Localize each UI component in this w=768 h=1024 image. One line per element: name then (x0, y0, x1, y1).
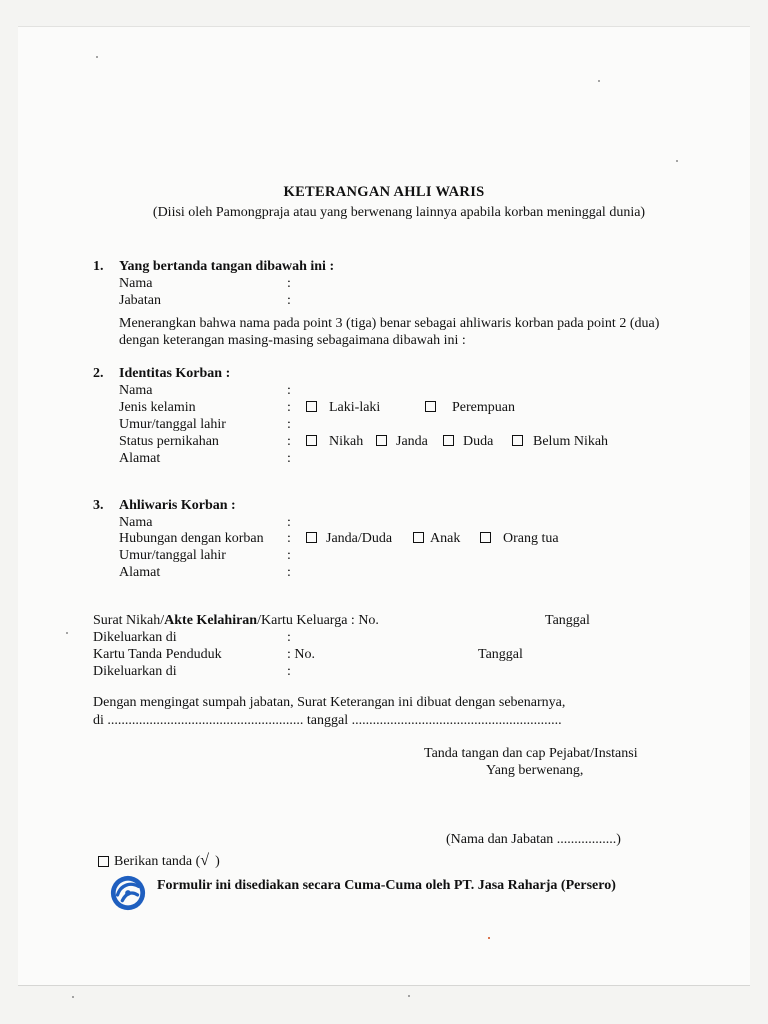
form-subtitle: (Diisi oleh Pamongpraja atau yang berwenang lainnya apabila korban meninggal dunia) (152, 205, 646, 220)
document-date-label: Tanggal (545, 613, 590, 628)
sheet-bottom-edge (18, 985, 750, 986)
section2-field-marital: Status pernikahan (119, 434, 219, 449)
field-colon: : (287, 400, 291, 415)
document-issued-label: Dikeluarkan di (93, 630, 177, 645)
scan-speck (72, 996, 74, 998)
field-colon: : (287, 531, 291, 546)
section2-heading: Identitas Korban : (119, 366, 231, 381)
jasa-raharja-logo-icon (109, 874, 147, 912)
ktp-label: Kartu Tanda Penduduk (93, 647, 222, 662)
checkbox-perempuan[interactable] (425, 401, 436, 412)
scan-speck (66, 632, 68, 634)
option-anak: Anak (430, 531, 461, 546)
field-colon: : (287, 293, 291, 308)
field-colon: : (287, 664, 291, 679)
section1-heading: Yang bertanda tangan dibawah ini : (119, 259, 335, 274)
footer-notice: Formulir ini disediakan secara Cuma-Cuma oleh PT. Jasa Raharja (Persero) (157, 878, 616, 893)
ktp-number-label: : No. (287, 647, 315, 662)
section2-field-birth: Umur/tanggal lahir (119, 417, 226, 432)
option-laki-laki: Laki-laki (329, 400, 381, 415)
section3-field-nama: Nama (119, 515, 153, 530)
scan-speck (408, 995, 410, 997)
field-colon: : (287, 548, 291, 563)
section3-number: 3. (93, 498, 104, 513)
section2-field-alamat: Alamat (119, 451, 161, 466)
signature-line1: Tanda tangan dan cap Pejabat/Instansi (424, 746, 638, 761)
section2-field-nama: Nama (119, 383, 153, 398)
section1-statement-line2: dengan keterangan masing-masing sebagaimana dibawah ini : (119, 333, 466, 348)
section1-number: 1. (93, 259, 104, 274)
scan-speck (96, 56, 98, 58)
document-line-bold: Akte Kelahiran (164, 613, 258, 628)
check-hint-text: Berikan tanda ( (114, 854, 201, 869)
section2-field-gender: Jenis kelamin (119, 400, 196, 415)
field-colon: : (287, 515, 291, 530)
field-colon: : (287, 276, 291, 291)
document-line (93, 613, 379, 629)
section1-field-jabatan: Jabatan (119, 293, 161, 308)
option-janda: Janda (396, 434, 428, 449)
option-janda-duda: Janda/Duda (326, 531, 393, 546)
checkbox-orang-tua[interactable] (480, 532, 491, 543)
document-line-part1: Surat Nikah/ (93, 613, 165, 628)
section3-field-relation: Hubungan dengan korban (119, 531, 264, 546)
option-belum-nikah: Belum Nikah (533, 434, 609, 449)
field-colon: : (287, 565, 291, 580)
check-hint-close: ) (215, 854, 220, 869)
ktp-issued-label: Dikeluarkan di (93, 664, 177, 679)
scan-speck (676, 160, 678, 162)
scan-speck (598, 80, 600, 82)
checkbox-laki-laki[interactable] (306, 401, 317, 412)
section3-heading: Ahliwaris Korban : (119, 498, 236, 513)
form-title: KETERANGAN AHLI WARIS (283, 184, 485, 200)
option-nikah: Nikah (329, 434, 364, 449)
checkbox-nikah[interactable] (306, 435, 317, 446)
checkbox-belum-nikah[interactable] (512, 435, 523, 446)
field-colon: : (287, 630, 291, 645)
checkbox-duda[interactable] (443, 435, 454, 446)
field-colon: : (287, 417, 291, 432)
signature-name-line: (Nama dan Jabatan .................) (446, 832, 621, 847)
signature-line2: Yang berwenang, (486, 763, 584, 778)
sheet-top-edge (18, 26, 750, 27)
section2-number: 2. (93, 366, 104, 381)
section3-field-birth: Umur/tanggal lahir (119, 548, 226, 563)
section3-field-alamat: Alamat (119, 565, 161, 580)
section1-statement-line1: Menerangkan bahwa nama pada point 3 (tiga) benar sebagai ahliwaris korban pada point 2 (dua) (119, 316, 660, 331)
checkmark-icon: √ (200, 852, 210, 869)
option-duda: Duda (463, 434, 494, 449)
scan-speck (488, 937, 490, 939)
document-line-part2: /Kartu Keluarga : No. (257, 613, 379, 628)
legend-checkbox (98, 856, 109, 867)
oath-line2: di ........................................................ tanggal ............................................................ (93, 713, 562, 728)
option-orang-tua: Orang tua (503, 531, 559, 546)
section1-field-nama: Nama (119, 276, 153, 291)
oath-line1: Dengan mengingat sumpah jabatan, Surat Keterangan ini dibuat dengan sebenarnya, (93, 695, 566, 710)
field-colon: : (287, 451, 291, 466)
ktp-date-label: Tanggal (478, 647, 523, 662)
field-colon: : (287, 383, 291, 398)
checkbox-janda[interactable] (376, 435, 387, 446)
field-colon: : (287, 434, 291, 449)
option-perempuan: Perempuan (452, 400, 515, 415)
checkbox-janda-duda[interactable] (306, 532, 317, 543)
checkbox-anak[interactable] (413, 532, 424, 543)
check-hint (114, 853, 220, 870)
